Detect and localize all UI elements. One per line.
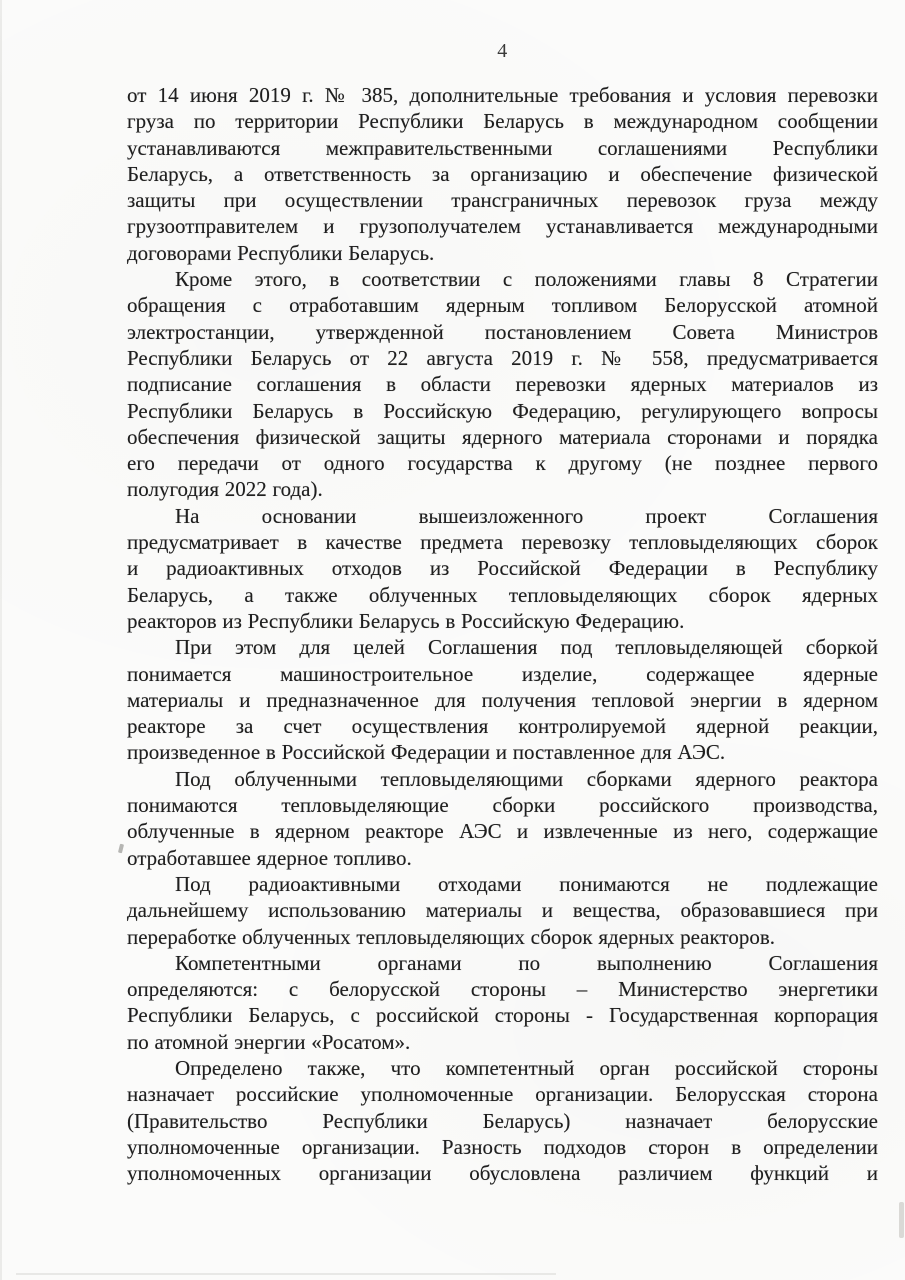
text-line: облученные в ядерном реакторе АЭС и извлеченные из него, содержащие — [127, 819, 878, 844]
text-line: определяются: с белорусской стороны – Министерство энергетики — [127, 977, 878, 1002]
text-line: подписание соглашения в области перевозки ядерных материалов из — [127, 372, 878, 397]
text-line: обращения с отработавшим ядерным топливом Белорусской атомной — [127, 293, 878, 318]
paragraph — [127, 766, 878, 871]
text-line: Под радиоактивными отходами понимаются не подлежащие — [175, 871, 878, 896]
scan-left-edge-artifact — [0, 0, 2, 1280]
paragraph — [127, 634, 878, 765]
text-line: переработке облученных тепловыделяющих сборок ядерных реакторов. — [127, 924, 775, 949]
text-line: и радиоактивных отходов из Российской Федерации в Республику — [127, 556, 878, 581]
text-line: назначает российские уполномоченные организации. Белорусская сторона — [127, 1082, 878, 1107]
scan-bottom-edge-artifact — [16, 1273, 556, 1275]
paragraph — [127, 950, 878, 1055]
text-line: Определено также, что компетентный орган российской стороны — [175, 1055, 878, 1080]
text-line: отработавшее ядерное топливо. — [127, 845, 412, 870]
text-line: обеспечения физической защиты ядерного материала сторонами и порядка — [127, 424, 878, 449]
text-line: Республики Беларусь, с российской стороны - Государственная корпорация — [127, 1003, 878, 1028]
scan-right-mark-artifact — [899, 1202, 904, 1238]
page-number: 4 — [497, 40, 508, 62]
text-line: его передачи от одного государства к другому (не позднее первого — [127, 451, 878, 476]
text-line: материалы и предназначенное для получения тепловой энергии в ядерном — [127, 687, 878, 712]
text-line: от 14 июня 2019 г. № 385, дополнительные требования и условия перевозки — [127, 83, 878, 107]
text-line: При этом для целей Соглашения под тепловыделяющей сборкой — [175, 635, 878, 660]
text-line: Республики Беларусь от 22 августа 2019 г. № 558, предусматривается — [127, 345, 878, 370]
text-line: Кроме этого, в соответствии с положениями главы 8 Стратегии — [175, 267, 878, 292]
text-line: реакторе за счет осуществления контролируемой ядерной реакции, — [127, 714, 878, 739]
text-line: договорами Республики Беларусь. — [127, 240, 435, 265]
text-line: Компетентными органами по выполнению Соглашения — [175, 950, 878, 975]
text-line: На основании вышеизложенного проект Соглашения — [175, 503, 878, 528]
scan-tick-artifact — [118, 844, 124, 854]
text-line: Под облученными тепловыделяющими сборками ядерного реактора — [175, 766, 878, 791]
text-line: полугодия 2022 года). — [127, 477, 323, 502]
text-line: грузоотправителем и грузополучателем устанавливается международными — [127, 214, 878, 239]
paragraph — [127, 1055, 878, 1186]
paragraph — [127, 82, 878, 266]
text-line: дальнейшему использованию материалы и вещества, образовавшиеся при — [127, 898, 878, 923]
text-line: Республики Беларусь в Российскую Федерацию, регулирующего вопросы — [127, 398, 878, 423]
paragraph — [127, 871, 878, 950]
document-body — [127, 82, 878, 1186]
text-line: реакторов из Республики Беларусь в Российскую Федерацию. — [127, 608, 685, 633]
text-line: защиты при осуществлении трансграничных перевозок груза между — [127, 188, 878, 213]
text-line: Беларусь, а ответственность за организацию и обеспечение физической — [127, 161, 878, 186]
text-line: по атомной энергии «Росатом». — [127, 1029, 411, 1054]
text-line: понимается машиностроительное изделие, содержащее ядерные — [127, 661, 878, 686]
text-line: уполномоченные организации. Разность подходов сторон в определении — [127, 1134, 878, 1159]
text-line: понимаются тепловыделяющие сборки российского производства, — [127, 793, 878, 818]
paragraph — [127, 503, 878, 634]
text-line: предусматривает в качестве предмета перевозку тепловыделяющих сборок — [127, 530, 878, 555]
paragraph — [127, 266, 878, 503]
text-line: (Правительство Республики Беларусь) назначает белорусские — [127, 1108, 878, 1133]
text-line: произведенное в Российской Федерации и поставленное для АЭС. — [127, 740, 726, 765]
text-line: Беларусь, а также облученных тепловыделяющих сборок ядерных — [127, 582, 878, 607]
text-line: устанавливаются межправительственными соглашениями Республики — [127, 135, 878, 160]
text-line: груза по территории Республики Беларусь в международном сообщении — [127, 109, 878, 134]
text-line: электростанции, утвержденной постановлением Совета Министров — [127, 319, 878, 344]
text-line: уполномоченных организации обусловлена различием функций и — [127, 1161, 878, 1186]
